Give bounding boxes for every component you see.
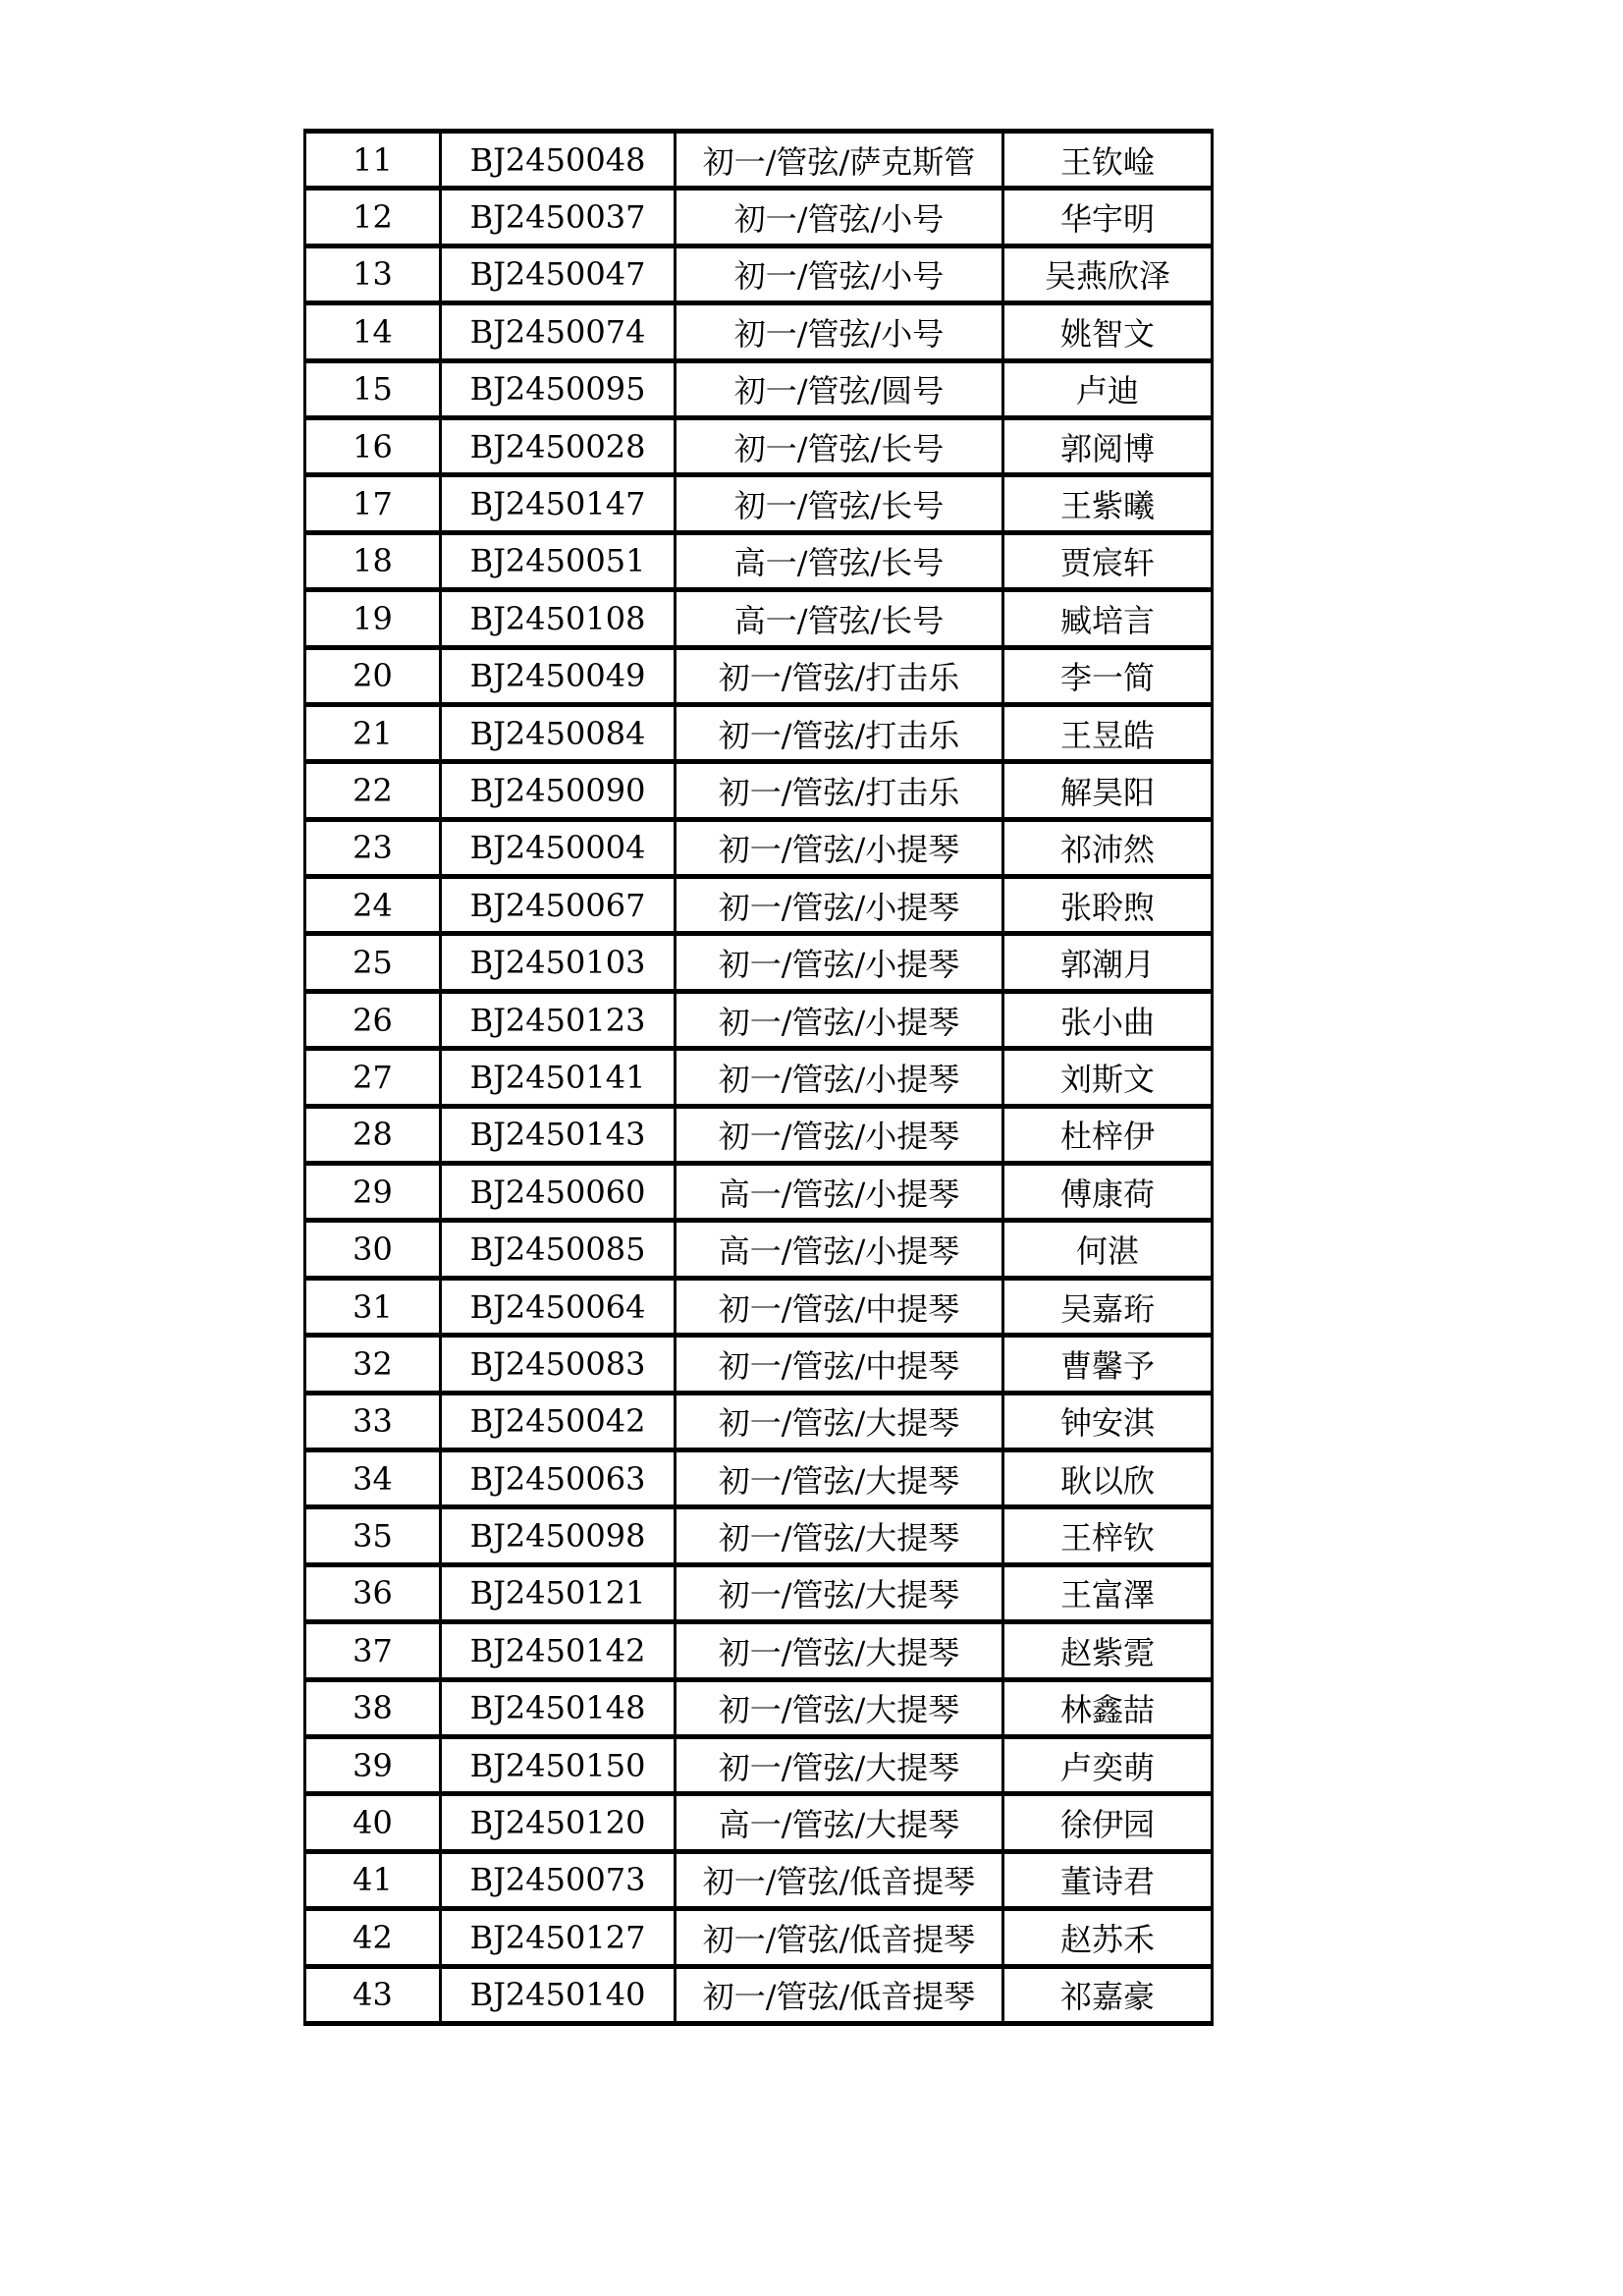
row-number-cell: 29: [305, 1164, 441, 1221]
registration-id-cell: BJ2450084: [441, 704, 676, 761]
registration-id-cell: BJ2450147: [441, 475, 676, 532]
category-cell: 初一/管弦/大提琴: [676, 1564, 1003, 1621]
row-number-cell: 27: [305, 1049, 441, 1106]
row-number-cell: 19: [305, 590, 441, 647]
row-number-cell: 28: [305, 1106, 441, 1163]
student-name-cell: 张小曲: [1003, 991, 1213, 1048]
category-cell: 初一/管弦/小提琴: [676, 877, 1003, 934]
category-cell: 初一/管弦/小提琴: [676, 1106, 1003, 1163]
category-cell: 初一/管弦/长号: [676, 417, 1003, 474]
student-name-cell: 王昱皓: [1003, 704, 1213, 761]
table-row: [305, 1393, 1213, 1449]
table-row: [305, 132, 1213, 189]
student-name-cell: 卢奕萌: [1003, 1736, 1213, 1793]
table-row: [305, 303, 1213, 360]
registration-id-cell: BJ2450141: [441, 1049, 676, 1106]
category-cell: 初一/管弦/大提琴: [676, 1393, 1003, 1449]
category-cell: 初一/管弦/中提琴: [676, 1278, 1003, 1335]
registration-id-cell: BJ2450051: [441, 532, 676, 589]
registration-id-cell: BJ2450127: [441, 1909, 676, 1966]
category-cell: 初一/管弦/打击乐: [676, 647, 1003, 704]
table-row: [305, 1049, 1213, 1106]
table-row: [305, 934, 1213, 991]
row-number-cell: 41: [305, 1851, 441, 1908]
row-number-cell: 20: [305, 647, 441, 704]
registration-id-cell: BJ2450074: [441, 303, 676, 360]
registration-id-cell: BJ2450098: [441, 1507, 676, 1564]
student-name-cell: 王富澤: [1003, 1564, 1213, 1621]
category-cell: 初一/管弦/小提琴: [676, 991, 1003, 1048]
registration-id-cell: BJ2450064: [441, 1278, 676, 1335]
registration-id-cell: BJ2450140: [441, 1966, 676, 2023]
student-name-cell: 杜梓伊: [1003, 1106, 1213, 1163]
category-cell: 初一/管弦/低音提琴: [676, 1909, 1003, 1966]
student-name-cell: 王梓钦: [1003, 1507, 1213, 1564]
student-name-cell: 何湛: [1003, 1221, 1213, 1278]
category-cell: 初一/管弦/大提琴: [676, 1736, 1003, 1793]
registration-id-cell: BJ2450123: [441, 991, 676, 1048]
row-number-cell: 30: [305, 1221, 441, 1278]
registration-id-cell: BJ2450047: [441, 246, 676, 302]
registration-id-cell: BJ2450148: [441, 1679, 676, 1736]
student-name-cell: 张聆煦: [1003, 877, 1213, 934]
table-row: [305, 532, 1213, 589]
row-number-cell: 37: [305, 1622, 441, 1679]
table-row: [305, 475, 1213, 532]
registration-id-cell: BJ2450120: [441, 1794, 676, 1851]
category-cell: 初一/管弦/小提琴: [676, 1049, 1003, 1106]
student-name-cell: 林鑫喆: [1003, 1679, 1213, 1736]
registration-id-cell: BJ2450085: [441, 1221, 676, 1278]
row-number-cell: 39: [305, 1736, 441, 1793]
table-row: [305, 1851, 1213, 1908]
table-row: [305, 246, 1213, 302]
category-cell: 初一/管弦/打击乐: [676, 704, 1003, 761]
row-number-cell: 22: [305, 762, 441, 819]
row-number-cell: 13: [305, 246, 441, 302]
category-cell: 初一/管弦/中提琴: [676, 1336, 1003, 1393]
category-cell: 初一/管弦/大提琴: [676, 1622, 1003, 1679]
student-name-cell: 吴嘉珩: [1003, 1278, 1213, 1335]
table-row: [305, 1164, 1213, 1221]
table-row: [305, 1679, 1213, 1736]
registration-id-cell: BJ2450049: [441, 647, 676, 704]
row-number-cell: 38: [305, 1679, 441, 1736]
registration-id-cell: BJ2450095: [441, 360, 676, 417]
roster-table-body: [305, 132, 1213, 2024]
category-cell: 高一/管弦/长号: [676, 590, 1003, 647]
registration-id-cell: BJ2450103: [441, 934, 676, 991]
student-name-cell: 王钦崯: [1003, 132, 1213, 189]
table-row: [305, 647, 1213, 704]
table-row: [305, 1966, 1213, 2023]
student-name-cell: 傅康荷: [1003, 1164, 1213, 1221]
student-name-cell: 卢迪: [1003, 360, 1213, 417]
table-row: [305, 704, 1213, 761]
row-number-cell: 43: [305, 1966, 441, 2023]
category-cell: 高一/管弦/长号: [676, 532, 1003, 589]
category-cell: 初一/管弦/小号: [676, 303, 1003, 360]
registration-id-cell: BJ2450073: [441, 1851, 676, 1908]
category-cell: 初一/管弦/大提琴: [676, 1679, 1003, 1736]
row-number-cell: 18: [305, 532, 441, 589]
student-name-cell: 钟安淇: [1003, 1393, 1213, 1449]
category-cell: 初一/管弦/低音提琴: [676, 1966, 1003, 2023]
student-name-cell: 姚智文: [1003, 303, 1213, 360]
registration-id-cell: BJ2450042: [441, 1393, 676, 1449]
table-row: [305, 1507, 1213, 1564]
registration-id-cell: BJ2450121: [441, 1564, 676, 1621]
student-name-cell: 郭潮月: [1003, 934, 1213, 991]
row-number-cell: 21: [305, 704, 441, 761]
category-cell: 初一/管弦/大提琴: [676, 1507, 1003, 1564]
category-cell: 高一/管弦/大提琴: [676, 1794, 1003, 1851]
category-cell: 初一/管弦/大提琴: [676, 1449, 1003, 1506]
registration-id-cell: BJ2450090: [441, 762, 676, 819]
student-name-cell: 臧培言: [1003, 590, 1213, 647]
registration-id-cell: BJ2450143: [441, 1106, 676, 1163]
table-row: [305, 762, 1213, 819]
registration-id-cell: BJ2450037: [441, 189, 676, 246]
table-row: [305, 1622, 1213, 1679]
registration-id-cell: BJ2450067: [441, 877, 676, 934]
table-row: [305, 1336, 1213, 1393]
table-row: [305, 991, 1213, 1048]
student-name-cell: 祁嘉豪: [1003, 1966, 1213, 2023]
student-name-cell: 李一简: [1003, 647, 1213, 704]
student-name-cell: 赵紫霓: [1003, 1622, 1213, 1679]
registration-id-cell: BJ2450083: [441, 1336, 676, 1393]
category-cell: 高一/管弦/小提琴: [676, 1221, 1003, 1278]
category-cell: 初一/管弦/圆号: [676, 360, 1003, 417]
row-number-cell: 15: [305, 360, 441, 417]
category-cell: 初一/管弦/小提琴: [676, 819, 1003, 876]
row-number-cell: 11: [305, 132, 441, 189]
registration-id-cell: BJ2450060: [441, 1164, 676, 1221]
student-name-cell: 赵苏禾: [1003, 1909, 1213, 1966]
row-number-cell: 14: [305, 303, 441, 360]
registration-id-cell: BJ2450028: [441, 417, 676, 474]
table-row: [305, 189, 1213, 246]
registration-id-cell: BJ2450004: [441, 819, 676, 876]
table-row: [305, 1909, 1213, 1966]
row-number-cell: 40: [305, 1794, 441, 1851]
student-name-cell: 刘斯文: [1003, 1049, 1213, 1106]
student-name-cell: 耿以欣: [1003, 1449, 1213, 1506]
student-name-cell: 解昊阳: [1003, 762, 1213, 819]
registration-id-cell: BJ2450063: [441, 1449, 676, 1506]
student-name-cell: 吴燕欣泽: [1003, 246, 1213, 302]
table-row: [305, 819, 1213, 876]
row-number-cell: 36: [305, 1564, 441, 1621]
row-number-cell: 32: [305, 1336, 441, 1393]
student-name-cell: 徐伊园: [1003, 1794, 1213, 1851]
student-name-cell: 王紫曦: [1003, 475, 1213, 532]
row-number-cell: 24: [305, 877, 441, 934]
student-name-cell: 贾宸轩: [1003, 532, 1213, 589]
row-number-cell: 17: [305, 475, 441, 532]
category-cell: 高一/管弦/小提琴: [676, 1164, 1003, 1221]
category-cell: 初一/管弦/小提琴: [676, 934, 1003, 991]
category-cell: 初一/管弦/小号: [676, 189, 1003, 246]
category-cell: 初一/管弦/小号: [676, 246, 1003, 302]
table-row: [305, 1564, 1213, 1621]
row-number-cell: 33: [305, 1393, 441, 1449]
table-row: [305, 417, 1213, 474]
category-cell: 初一/管弦/低音提琴: [676, 1851, 1003, 1908]
registration-id-cell: BJ2450142: [441, 1622, 676, 1679]
row-number-cell: 34: [305, 1449, 441, 1506]
registration-id-cell: BJ2450048: [441, 132, 676, 189]
row-number-cell: 26: [305, 991, 441, 1048]
student-name-cell: 华宇明: [1003, 189, 1213, 246]
student-name-cell: 祁沛然: [1003, 819, 1213, 876]
table-row: [305, 1794, 1213, 1851]
row-number-cell: 31: [305, 1278, 441, 1335]
table-row: [305, 1449, 1213, 1506]
row-number-cell: 42: [305, 1909, 441, 1966]
registration-id-cell: BJ2450108: [441, 590, 676, 647]
table-row: [305, 877, 1213, 934]
table-row: [305, 1736, 1213, 1793]
table-row: [305, 590, 1213, 647]
row-number-cell: 12: [305, 189, 441, 246]
table-row: [305, 360, 1213, 417]
student-name-cell: 曹馨予: [1003, 1336, 1213, 1393]
roster-table: [303, 129, 1214, 2026]
category-cell: 初一/管弦/打击乐: [676, 762, 1003, 819]
table-row: [305, 1278, 1213, 1335]
registration-id-cell: BJ2450150: [441, 1736, 676, 1793]
category-cell: 初一/管弦/长号: [676, 475, 1003, 532]
row-number-cell: 23: [305, 819, 441, 876]
row-number-cell: 25: [305, 934, 441, 991]
student-name-cell: 郭阅博: [1003, 417, 1213, 474]
row-number-cell: 16: [305, 417, 441, 474]
table-row: [305, 1221, 1213, 1278]
table-row: [305, 1106, 1213, 1163]
category-cell: 初一/管弦/萨克斯管: [676, 132, 1003, 189]
row-number-cell: 35: [305, 1507, 441, 1564]
student-name-cell: 董诗君: [1003, 1851, 1213, 1908]
